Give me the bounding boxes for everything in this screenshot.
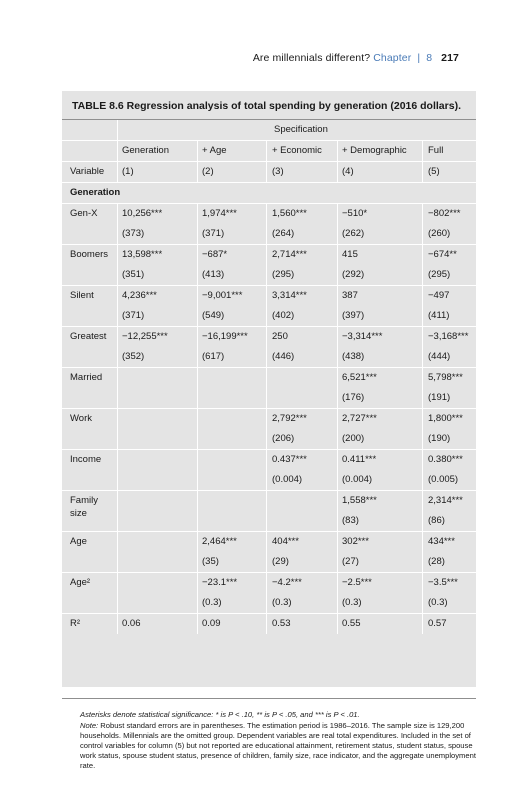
table-row	[62, 203, 476, 224]
se-cell: (27)	[342, 556, 359, 567]
col-title: + Demographic	[342, 145, 407, 156]
coef-cell: −2.5***	[342, 577, 372, 588]
table-row-se	[62, 347, 476, 367]
spec-header: Specification	[274, 124, 328, 135]
row-label: Income	[70, 454, 102, 465]
table-row-se	[62, 224, 476, 244]
coef-cell: 3,314***	[272, 290, 307, 301]
se-cell: (262)	[342, 228, 365, 239]
coef-cell: −497	[428, 290, 450, 301]
running-head-title: Are millennials different?	[252, 52, 371, 64]
se-cell: (444)	[428, 351, 451, 362]
table-caption: TABLE 8.6 Regression analysis of total spending by generation (2016 dollars).	[72, 100, 461, 112]
section-label: Generation	[70, 187, 121, 198]
r2-cell: 0.09	[202, 618, 221, 629]
row-label: Greatest	[70, 331, 107, 342]
se-cell: (206)	[272, 433, 295, 444]
r2-cell: 0.53	[272, 618, 291, 629]
se-cell: (295)	[428, 269, 451, 280]
se-cell: (264)	[272, 228, 295, 239]
col-number: (4)	[342, 166, 354, 177]
se-cell: (191)	[428, 392, 451, 403]
se-cell: (402)	[272, 310, 295, 321]
coef-cell: 13,598***	[122, 249, 163, 260]
coef-cell: 4,236***	[122, 290, 157, 301]
table-row	[62, 572, 476, 593]
coef-cell: 404***	[272, 536, 299, 547]
se-cell: (292)	[342, 269, 365, 280]
se-cell: (0.3)	[202, 597, 222, 608]
col-title: + Economic	[272, 145, 322, 156]
header-col-number-row	[62, 161, 476, 182]
r2-cell: 0.06	[122, 618, 141, 629]
se-cell: (352)	[122, 351, 145, 362]
coef-cell: 434***	[428, 536, 455, 547]
col-title: Generation	[122, 145, 170, 156]
se-cell: (200)	[342, 433, 365, 444]
se-cell: (373)	[122, 228, 145, 239]
coef-cell: 250	[272, 331, 288, 342]
row-label: Age	[70, 536, 87, 547]
se-cell: (295)	[272, 269, 295, 280]
se-cell: (86)	[428, 515, 445, 526]
row-label: Boomers	[70, 249, 109, 260]
table-row-se	[62, 470, 476, 490]
se-cell: (411)	[428, 310, 450, 321]
row-label: Age²	[70, 577, 91, 588]
se-cell: (190)	[428, 433, 451, 444]
row-label: Gen-X	[70, 208, 98, 219]
running-head-chapter-number: 8	[426, 52, 433, 64]
coef-cell: 1,560***	[272, 208, 307, 219]
coef-cell: 1,800***	[428, 413, 463, 424]
coef-cell: 2,727***	[342, 413, 377, 424]
coef-cell: 5,798***	[428, 372, 463, 383]
page-number: 217	[441, 52, 459, 64]
table-row	[62, 449, 476, 470]
coef-cell: 0.437***	[272, 454, 307, 465]
coef-cell: 0.380***	[428, 454, 463, 465]
row-label: Family	[70, 495, 98, 506]
variable-header: Variable	[70, 166, 105, 177]
coef-cell: 387	[342, 290, 358, 301]
se-cell: (397)	[342, 310, 365, 321]
coef-cell: −510*	[342, 208, 368, 219]
header-col-title-row	[62, 140, 476, 161]
table-row	[62, 285, 476, 306]
running-head-chapter: Chapter	[373, 52, 412, 64]
r2-label: R²	[70, 618, 81, 629]
table-row-se	[62, 552, 476, 572]
se-cell: (351)	[122, 269, 145, 280]
r2-cell: 0.57	[428, 618, 447, 629]
coef-cell: 2,314***	[428, 495, 463, 506]
col-title: + Age	[202, 145, 227, 156]
row-label: Married	[70, 372, 103, 383]
col-number: (2)	[202, 166, 214, 177]
se-cell: (413)	[202, 269, 225, 280]
se-cell: (371)	[202, 228, 225, 239]
table-row-se	[62, 429, 476, 449]
table-row	[62, 367, 476, 388]
table-row-se	[62, 306, 476, 326]
table-row-se	[62, 265, 476, 285]
col-number: (1)	[122, 166, 134, 177]
se-cell: (0.004)	[272, 474, 303, 485]
table-row-se	[62, 388, 476, 408]
coef-cell: 2,792***	[272, 413, 307, 424]
coef-cell: −802***	[428, 208, 461, 219]
se-cell: (438)	[342, 351, 365, 362]
coef-cell: −3,314***	[342, 331, 383, 342]
coef-cell: 1,558***	[342, 495, 377, 506]
r2-row	[62, 613, 476, 634]
se-cell: (0.3)	[428, 597, 448, 608]
running-head	[253, 52, 459, 64]
coef-cell: −12,255***	[122, 331, 168, 342]
coef-cell: −674**	[428, 249, 457, 260]
section-row	[62, 182, 476, 203]
col-number: (3)	[272, 166, 284, 177]
se-cell: (371)	[122, 310, 145, 321]
coef-cell: 0.411***	[342, 454, 377, 465]
row-label: Work	[70, 413, 92, 424]
se-cell: (29)	[272, 556, 289, 567]
regression-table	[62, 120, 476, 634]
coef-cell: 415	[342, 249, 358, 260]
r2-cell: 0.55	[342, 618, 361, 629]
coef-cell: −9,001***	[202, 290, 243, 301]
row-label-cont: size	[70, 508, 87, 519]
coef-cell: 302***	[342, 536, 369, 547]
note-text: Robust standard errors are in parentheses. The estimation period is 1986–2016. The sample size is 129,200 households. Millennials are the omitted group. Dependent variables are real total expenditures. Included in the set of control variables for column (5) but not reported are educational attainment, retirement status, student status, spouse work status, spouse student status, presence of children, family size, race indicator, and the aggregate unemployment rate.	[80, 721, 476, 770]
coef-cell: 2,714***	[272, 249, 307, 260]
se-cell: (0.3)	[342, 597, 362, 608]
col-number: (5)	[428, 166, 440, 177]
header-spec-row	[62, 120, 476, 140]
table-row-se	[62, 593, 476, 613]
coef-cell: 10,256***	[122, 208, 163, 219]
table-row	[62, 531, 476, 552]
table-notes	[80, 710, 480, 771]
se-cell: (83)	[342, 515, 359, 526]
table-row	[62, 408, 476, 429]
coef-cell: −4.2***	[272, 577, 302, 588]
coef-cell: −3,168***	[428, 331, 469, 342]
se-cell: (35)	[202, 556, 219, 567]
se-cell: (0.004)	[342, 474, 373, 485]
coef-cell: −16,199***	[202, 331, 248, 342]
significance-note: Asterisks denote statistical significance: * is P < .10, ** is P < .05, and *** is P < .01.	[80, 710, 360, 719]
table-row	[62, 244, 476, 265]
coef-cell: −23.1***	[202, 577, 238, 588]
table-row	[62, 326, 476, 347]
se-cell: (549)	[202, 310, 225, 321]
coef-cell: −687*	[202, 249, 228, 260]
se-cell: (446)	[272, 351, 295, 362]
se-cell: (0.3)	[272, 597, 292, 608]
se-cell: (176)	[342, 392, 365, 403]
table-row-se	[62, 508, 476, 531]
table-bottom-rule	[62, 698, 476, 699]
coef-cell: 2,464***	[202, 536, 237, 547]
se-cell: (260)	[428, 228, 451, 239]
row-label: Silent	[70, 290, 94, 301]
running-head-separator: |	[417, 52, 421, 64]
coef-cell: −3.5***	[428, 577, 458, 588]
col-title: Full	[428, 145, 444, 156]
table-row	[62, 490, 476, 511]
coef-cell: 1,974***	[202, 208, 237, 219]
se-cell: (28)	[428, 556, 445, 567]
table-panel	[62, 91, 476, 770]
se-cell: (617)	[202, 351, 225, 362]
se-cell: (0.005)	[428, 474, 459, 485]
note-label: Note:	[80, 721, 99, 730]
coef-cell: 6,521***	[342, 372, 377, 383]
